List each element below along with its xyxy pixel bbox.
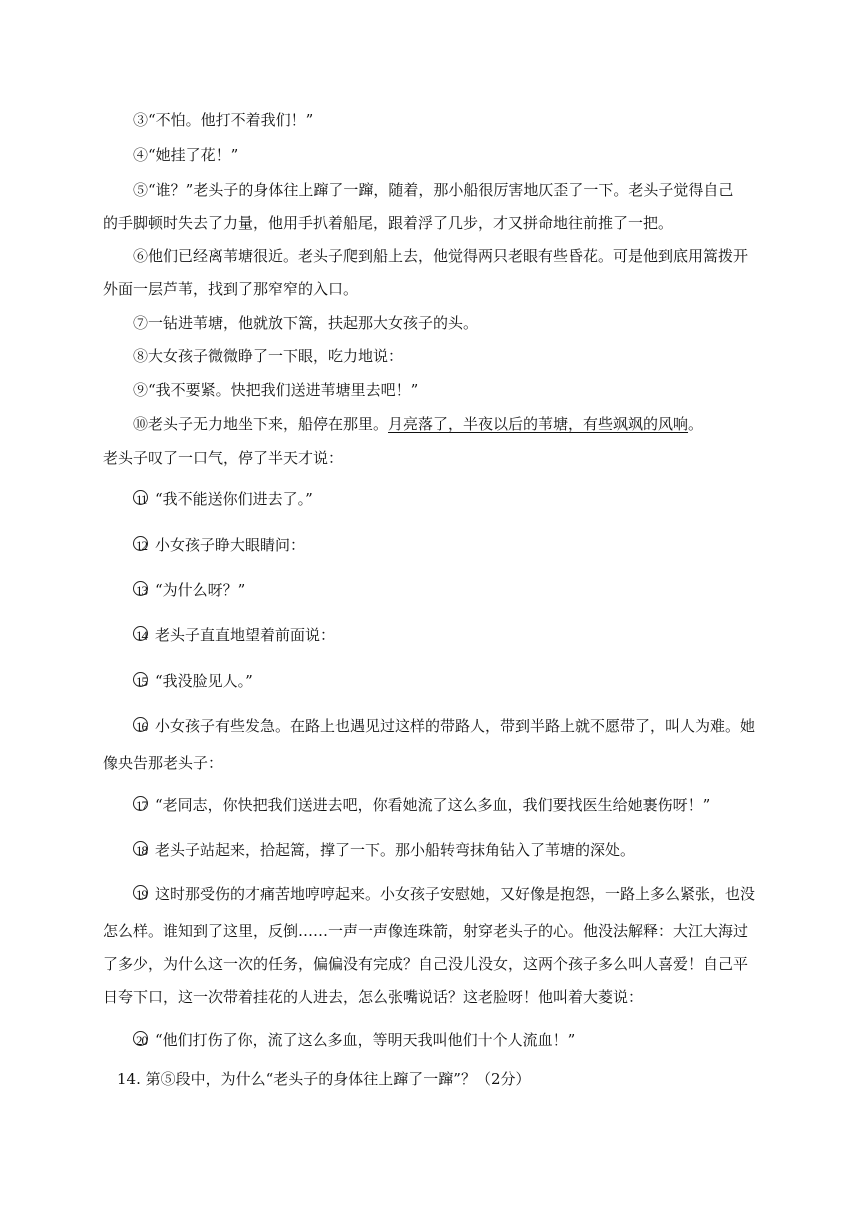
circled-number: 19 bbox=[133, 884, 152, 905]
paragraph-10-text-b: 。 bbox=[688, 415, 704, 433]
paragraph-10-line-2: 老头子叹了一口气，停了半天才说： bbox=[103, 449, 344, 467]
paragraph-6-line-1: ⑥他们已经离苇塘很近。老头子爬到船上去，他觉得两只老眼有些昏花。可是他到底用篙拨开 bbox=[133, 247, 749, 265]
circled-number: 12 bbox=[133, 535, 152, 556]
paragraph-5-line-1: ⑤“谁？”老头子的身体往上蹿了一蹿，随着，那小船很厉害地仄歪了一下。老头子觉得自己 bbox=[133, 181, 734, 199]
paragraph-13: 13 “为什么呀？” bbox=[133, 580, 245, 601]
paragraph-14: 14 老头子直直地望着前面说： bbox=[133, 625, 335, 646]
paragraph-10-text-a: ⑩老头子无力地坐下来，船停在那里。 bbox=[133, 415, 389, 433]
paragraph-3: ③“不怕。他打不着我们！” bbox=[133, 111, 314, 129]
circled-number: 20 bbox=[133, 1030, 152, 1051]
paragraph-8: ⑧大女孩子微微睁了一下眼，吃力地说： bbox=[133, 347, 404, 365]
question-14: 14. 第⑤段中，为什么“老头子的身体往上蹿了一蹿”？（2分） bbox=[117, 1070, 531, 1088]
circled-number: 15 bbox=[133, 671, 152, 692]
paragraph-18: 18 老头子站起来，拾起篙，撑了一下。那小船转弯抹角钻入了苇塘的深处。 bbox=[133, 840, 635, 861]
paragraph-16-line-2: 像央告那老头子： bbox=[103, 754, 224, 772]
paragraph-19-line-4: 日夸下口，这一次带着挂花的人进去，怎么张嘴说话？这老脸呀！他叫着大菱说： bbox=[103, 988, 644, 1006]
paragraph-19-line-3: 了多少，为什么这一次的任务，偏偏没有完成？自己没儿没女，这两个孩子多么叫人喜爱！自己平 bbox=[103, 955, 749, 973]
paragraph-17: 17 “老同志，你快把我们送进去吧，你看她流了这么多血，我们要找医生给她裹伤呀！” bbox=[133, 795, 710, 816]
paragraph-6-line-2: 外面一层芦苇，找到了那窄窄的入口。 bbox=[103, 280, 359, 298]
paragraph-11: 11 “我不能送你们进去了。” bbox=[133, 489, 313, 510]
paragraph-16-line-1: 16 小女孩子有些发急。在路上也遇见过这样的带路人，带到半路上就不愿带了，叫人为难。她 bbox=[133, 716, 755, 737]
paragraph-10-underlined: 月亮落了，半夜以后的苇塘，有些飒飒的风响 bbox=[388, 415, 689, 433]
paragraph-4: ④“她挂了花！” bbox=[133, 146, 239, 164]
paragraph-20: 20 “他们打伤了你，流了这么多血，等明天我叫他们十个人流血！” bbox=[133, 1030, 575, 1051]
paragraph-10-line-1 bbox=[133, 414, 703, 434]
paragraph-19-line-1: 19 这时那受伤的才痛苦地哼哼起来。小女孩子安慰她，又好像是抱怨，一路上多么紧张，也没 bbox=[133, 884, 755, 905]
circled-number: 16 bbox=[133, 716, 152, 737]
circled-number: 18 bbox=[133, 840, 152, 861]
paragraph-7: ⑦一钻进苇塘，他就放下篙，扶起那大女孩子的头。 bbox=[133, 314, 479, 332]
paragraph-19-line-2: 怎么样。谁知到了这里，反倒……一声一声像连珠箭，射穿老头子的心。他没法解释：大江大海过 bbox=[103, 922, 749, 940]
circled-number: 13 bbox=[133, 580, 152, 601]
circled-number: 11 bbox=[133, 489, 152, 510]
circled-number: 17 bbox=[133, 795, 152, 816]
paragraph-15: 15 “我没脸见人。” bbox=[133, 671, 253, 692]
paragraph-9: ⑨“我不要紧。快把我们送进苇塘里去吧！” bbox=[133, 381, 419, 399]
paragraph-5-line-2: 的手脚顿时失去了力量，他用手扒着船尾，跟着浮了几步，才又拼命地往前推了一把。 bbox=[103, 214, 674, 232]
paragraph-12: 12 小女孩子睁大眼睛问： bbox=[133, 535, 305, 556]
circled-number: 14 bbox=[133, 625, 152, 646]
